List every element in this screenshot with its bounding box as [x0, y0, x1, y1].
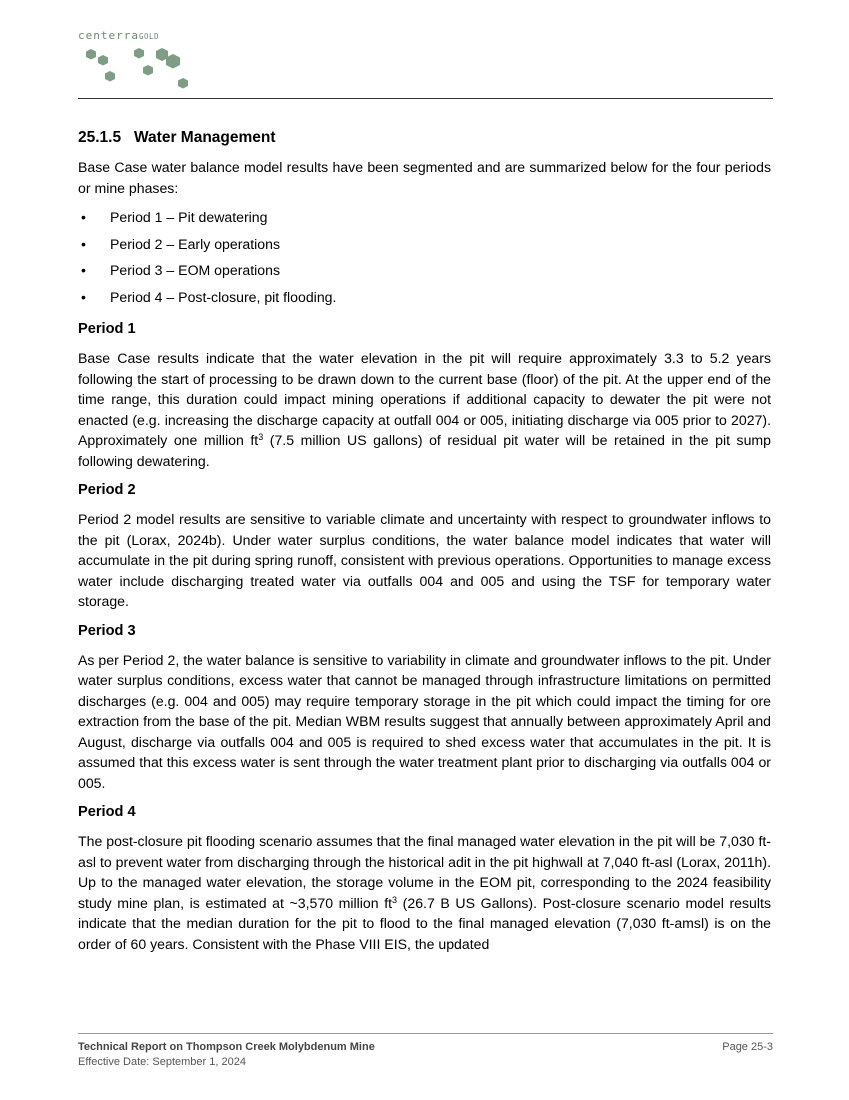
period-4-text-b: (26.7 B US Gallons). Post-closure scenario model results indicate that the median duration for the pit to flood to the final managed elevation (7,030 ft-amsl) is on the order of 60 years. Consistent with the Phase VIII EIS, the updated: [78, 894, 771, 952]
list-item: [78, 204, 771, 231]
bullet-icon: •: [81, 209, 86, 225]
period-1-text-b: (7.5 million US gallons) of residual pit water will be retained in the pit sump following dewatering.: [78, 432, 771, 469]
page-number: Page 25-3: [722, 1041, 773, 1053]
logo-text-main: centerra: [78, 29, 139, 42]
report-title: Technical Report on Thompson Creek Molybdenum Mine: [78, 1041, 375, 1053]
period-2-heading: Period 2: [78, 482, 136, 498]
period-1-heading: Period 1: [78, 321, 136, 337]
superscript: 3: [392, 894, 398, 905]
hexagon-cluster-icon: [78, 44, 198, 96]
period-4-paragraph: [78, 831, 771, 954]
list-item: [78, 284, 771, 311]
section-heading: [78, 128, 771, 148]
footer-info: [78, 1040, 375, 1070]
header-divider: [78, 98, 773, 99]
period-4-text-a: The post-closure pit flooding scenario assumes that the final managed water elevation in the pit will be 7,030 ft-asl to prevent water from discharging through the historical adit in the pit highwall at 7,040 ft-asl (Lorax, 2011h). Up to the managed water elevation, the storage volume in the EOM pit, corresponding to the 2024 feasibility study mine plan, is estimated at ~3,570 million ft: [78, 833, 771, 911]
period-list: [78, 204, 771, 310]
bullet-icon: •: [81, 262, 86, 278]
list-item: [78, 257, 771, 284]
document-body: [78, 128, 771, 960]
superscript: 3: [258, 432, 264, 442]
section-number: 25.1.5: [78, 129, 122, 146]
list-item-text: Period 2 – Early operations: [110, 235, 281, 252]
period-1-text-a: Base Case results indicate that the water elevation in the pit will require approximately 3.3 to 5.2 years following the start of processing to be drawn down to the current base (floor) of the pit. At the upper end of the time range, this duration could impact mining operations if additional capacity to dewater the pit were not enacted (e.g. increasing the discharge capacity at outfall 004 or 005, initiating discharge via 005 prior to 2027). Approximately one million ft: [78, 350, 771, 448]
effective-date: Effective Date: September 1, 2024: [78, 1056, 246, 1068]
period-1-paragraph: [78, 348, 771, 471]
period-2-paragraph: Period 2 model results are sensitive to variable climate and uncertainty with respect to groundwater inflows to the pit (Lorax, 2024b). Under water surplus conditions, the water balance model indicates that water will accumulate in the pit during spring runoff, consistent with previous operations. Opportunities to manage excess water include discharging treated water via outfalls 004 and 005 and using the TSF for temporary water storage.: [78, 511, 771, 609]
list-item-text: Period 3 – EOM operations: [110, 262, 280, 278]
period-3-paragraph: As per Period 2, the water balance is sensitive to variability in climate and groundwater inflows to the pit. Under water surplus conditions, excess water that cannot be managed through infrastructure limitations on permitted discharges (e.g. 004 and 005) may require temporary storage in the pit which could impact the timing for ore extraction from the base of the pit. Median WBM results suggest that annually between approximately April and August, discharge via outfalls 004 and 005 is required to shed excess water that accumulates in the pit. It is assumed that this excess water is sent through the water treatment plant prior to discharging via outfalls 004 or 005.: [78, 651, 771, 791]
bullet-icon: •: [81, 235, 86, 252]
company-logo: [78, 28, 208, 96]
logo-wordmark: [78, 28, 208, 45]
intro-paragraph: Base Case water balance model results have been segmented and are summarized below for the four periods or mine phases:: [78, 159, 771, 196]
period-3-heading: Period 3: [78, 622, 136, 639]
list-item: [78, 231, 771, 258]
list-item-text: Period 4 – Post-closure, pit flooding.: [110, 288, 337, 305]
list-item-text: Period 1 – Pit dewatering: [110, 209, 268, 225]
period-4-heading: Period 4: [78, 804, 136, 820]
section-title: Water Management: [134, 129, 276, 146]
bullet-icon: •: [81, 288, 86, 305]
footer-divider: [78, 1033, 773, 1034]
logo-text-sub: GOLD: [138, 32, 160, 41]
